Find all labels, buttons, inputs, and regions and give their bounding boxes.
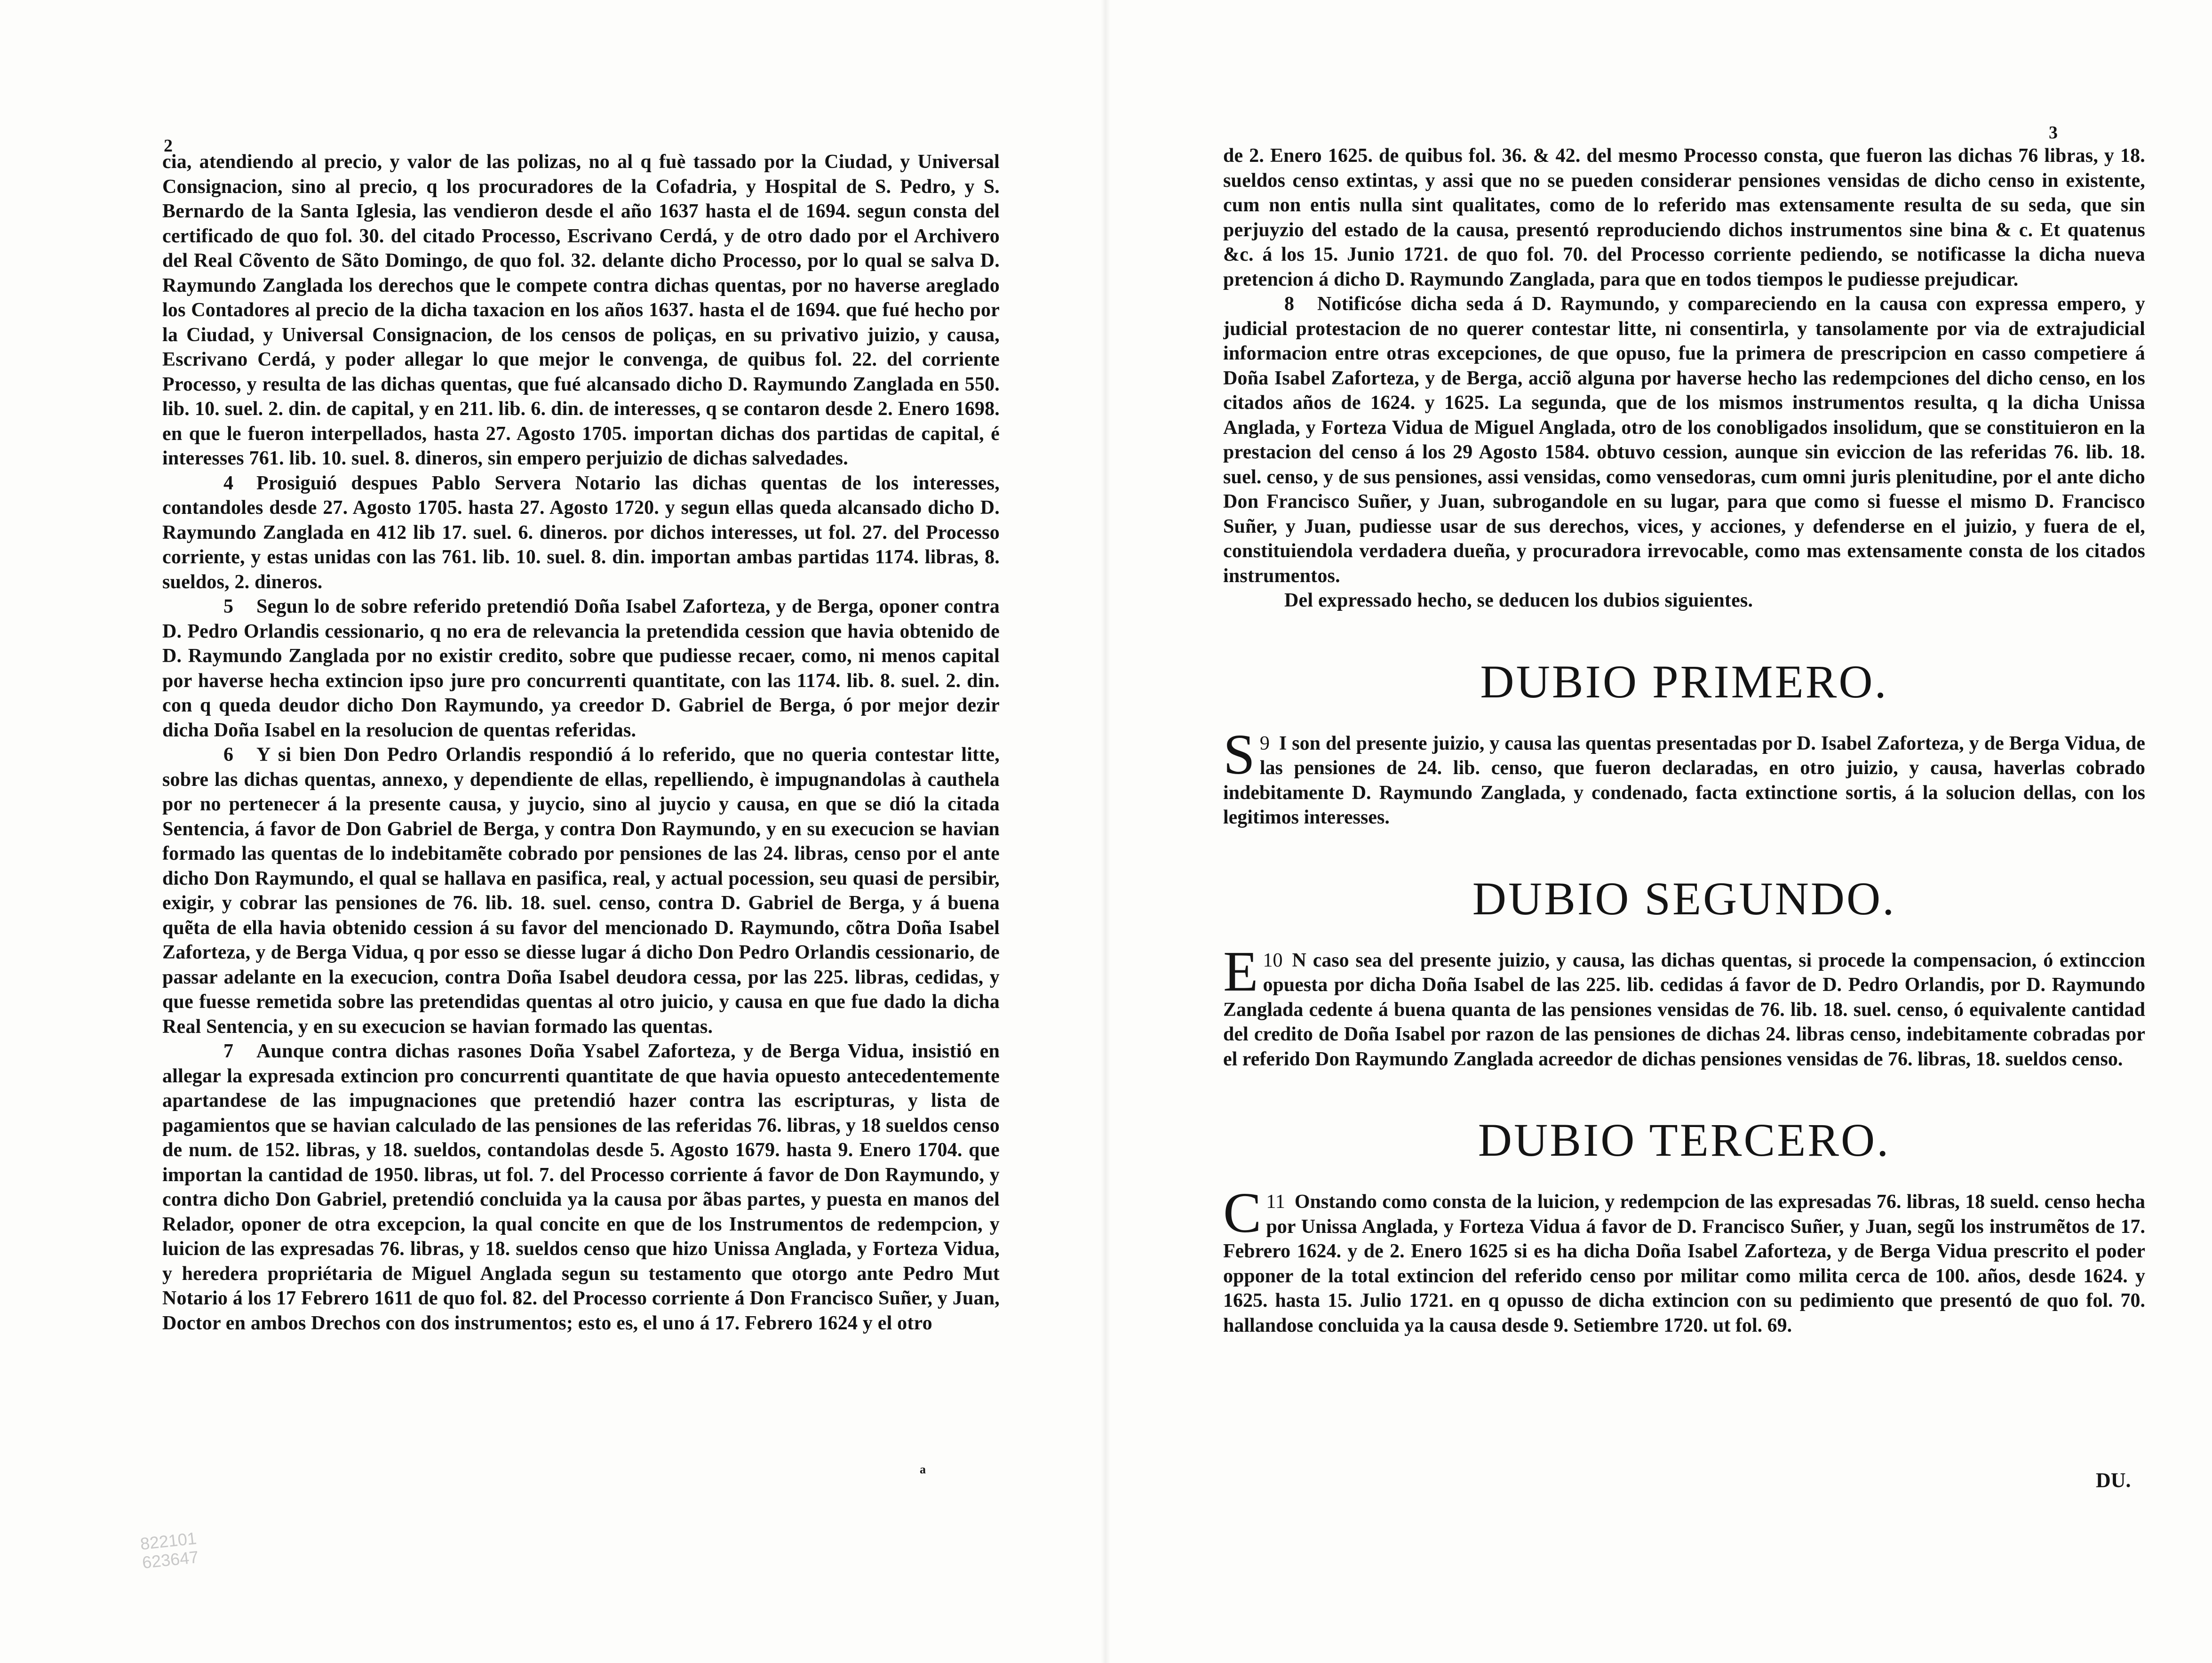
- drop-cap: S: [1223, 722, 1255, 786]
- right-page: [1106, 0, 2212, 1663]
- left-text-column: [162, 150, 1000, 1477]
- paragraph-text: Segun lo de sobre referido pretendió Doña Isabel Zaforteza, y de Berga, oponer contra D. Pedro Orlandis cessionario, q no era de relevancia la pretendida cession que havia obtenido de D. Raymundo Zanglada por no existir credito, sobre que pudiesse recaer, como, ni menos capital por haverse hecha extincion ipso jure pro concurrenti quantitate, con las 1174. lib. 8. suel. 2. din. con q queda deudor dicho Don Raymundo, ya creedor D. Gabriel de Berga, ó por mejor dezir dicha Doña Isabel en la resolucion de quentas referidas.: [162, 596, 1000, 741]
- paragraph: [162, 1039, 1000, 1335]
- paragraph-text: Notificóse dicha seda á D. Raymundo, y compareciendo en la causa con expressa empero, y judicial protestacion de no querer contestar litte, ni consentirla, y tansolamente por via de extrajudicial informacion entre otras excepciones, de que opuso, fue la primera de prescripcion en casso competiere á Doña Isabel Zaforteza, y de Berga, acciõ alguna por haverse hecho las redempciones del dicho censo, en los citados años de 1624. y 1625. La segunda, que de los mismos instrumentos resulta, q la dicha Unissa Anglada, y Forteza Vidua de Miguel Anglada, otro de los conobligados insolidum, que se constituieron en la prestacion del censo á los 29 Agosto 1584. obtuvo cession, aunque sin eviccion de las referidas 76. lib. 18. suel. censo, y de sus pensiones, assi vensidas, como vensedoras, cum omni juris plenitudine, por el ante dicho Don Francisco Suñer, y Juan, subrogandole en su lugar, para que como si fuesse el mismo D. Francisco Suñer, y Juan, pudiesse usar de sus derechos, vices, y acciones, y defenderse en el juizio, y fuera de el, constituiendola verdadera dueña, y procuradora irrevocable, como mas extensamente consta de los citados instrumentos.: [1223, 293, 2145, 587]
- dubio-paragraph: [1223, 1181, 2145, 1338]
- page-number: 2: [164, 136, 173, 156]
- page-number: 3: [2049, 123, 2058, 143]
- catchword: a: [920, 1463, 926, 1476]
- paragraph-text: Del expressado hecho, se deducen los dubios siguientes.: [1284, 590, 1753, 611]
- paragraph-text: N caso sea del presente juizio, y causa, las dichas quentas, si procede la compensacion, ó extinccion opuesta por dicha Doña Isabel de las 225. lib. cedidas á favor de D. Pedro Orlandis, por D. Raymundo Zanglada cedente á buena quanta de las pensiones vensidas de 76. lib. 18. suel. censo, ó equivalente cantidad del credito de Doña Isabel por razon de las pensiones de dichas 24. libras censo, indebitamente cobradas por el referido Don Raymundo Zanglada acreedor de dichas pensiones vensidas de 76. libras, 18. sueldos censo.: [1223, 949, 2145, 1070]
- paragraph: [162, 150, 1000, 471]
- shelfmark-line: 623647: [141, 1547, 199, 1573]
- paragraph-text: Onstando como consta de la luicion, y redempcion de las expresadas 76. libras, 18 sueld. censo hecha por Unissa Anglada, y Forteza Vidua á favor de D. Francisco Suñer, y Juan, segũ los instrumẽtos de 17. Febrero 1624. y de 2. Enero 1625 si es ha dicha Doña Isabel Zaforteza, y de Berga Vidua prescrito el poder opponer de la total extincion del referido censo por militar como milita cerca de 100. años, desde 1624. y 1625. hasta 15. Julio 1721. en q opusso de dicha extincion con su pedimiento que presentó de quo fol. 70. hallandose concluida ya la causa desde 9. Setiembre 1720. ut fol. 69.: [1223, 1191, 2145, 1336]
- paragraph-text: de 2. Enero 1625. de quibus fol. 36. & 42. del mesmo Processo consta, que fueron las dichas 76 libras, y 18. sueldos censo extintas, y assi que no se pueden considerar pensiones vensidas de dicho censo in existente, cum non entis nulla sint qualitates, como de lo referido mas extensamente resulta de su seda, que sin perjuyzio del estado de la causa, presentó reproduciendo dichos instrumentos sine bina & c. Et quatenus &c. á los 15. Junio 1721. de quo fol. 70. del Processo corriente pediendo, se notificasse la dicha nueva pretencion á dicho D. Raymundo Zanglada, para que en todos tiempos le pudiesse prejudicar.: [1223, 145, 2145, 290]
- paragraph-text: Y si bien Don Pedro Orlandis respondió á lo referido, que no queria contestar litte, sobre las dichas quentas, annexo, y dependiente de ellas, repelliendo, è impugnandolas à cauthela por no pertenecer á la presente causa, y juycio, sino al juycio y causa, en que se dió la citada Sentencia, á favor de Don Gabriel de Berga, y contra Don Raymundo, y en su execucion se havian formado las quentas de lo indebitamẽte cobrado por pensiones de las 24. libras, censo por el ante dicho Don Raymundo, el qual se hallava en pasifica, real, y actual pocession, seu quasi de persibir, exigir, y cobrar las pensiones de 76. lib. 18. suel. censo, contra D. Gabriel de Berga, y á buena quẽta de ella havia obtenido cession á su favor del mencionado D. Raymundo, cõtra Doña Isabel Zaforteza, y de Berga Vidua, q por esso se diesse lugar á dicho Don Pedro Orlandis cessionario, de passar adelante en la execucion, contra Doña Isabel deudora cessa, por las 225. libras, cedidas, y que fuesse remetida sobre las pretendidas quentas al otro juicio, y causa en que fue dado la dicha Real Sentencia, y en su execucion se havian formado las quentas.: [162, 744, 1000, 1038]
- dubio-heading: DUBIO PRIMERO.: [1480, 655, 1888, 708]
- shelfmark-line: 822101: [139, 1528, 198, 1554]
- paragraph: [162, 743, 1000, 1039]
- paragraph-number: 4: [223, 472, 234, 494]
- paragraph-text: I son del presente juizio, y causa las quentas presentadas por D. Isabel Zaforteza, y de Berga Vidua, de las pensiones de 24. lib. censo, que fueron declaradas, en otro juizio, y causa, haverlas cobrado indebitamente D. Raymundo Zanglada, y condenado, facta extinctione sortis, á la solucion dellas, con los legitimos interesses.: [1223, 732, 2145, 828]
- paragraph-number: 9: [1259, 732, 1270, 754]
- drop-cap: E: [1223, 939, 1258, 1003]
- paragraph-text: Aunque contra dichas rasones Doña Ysabel Zaforteza, y de Berga Vidua, insistió en allegar la expresada extincion pro concurrenti quantitate de que havia opuesto antecedentemente apartandese de las impugnaciones que pretendió hazer contra las escripturas, y lista de pagamientos que se havian calculado de las pensiones de las referidas 76. libras, y 18 sueldos censo de num. de 152. libras, y 18. sueldos, contandolas desde 5. Agosto 1679. hasta 9. Enero 1704. que importan la cantidad de 1950. libras, ut fol. 7. del Processo corriente á favor de Don Raymundo, y contra dicho Don Gabriel, pretendió concluida ya la causa por ãbas partes, y puesta en manos del Relador, oponer de otra excepcion, la qual concite en que de los Instrumentos de redempcion, y luicion de las expresadas 76. libras, y 18. sueldos censo que hizo Unissa Anglada, y Forteza Vidua, y heredera propriétaria de Miguel Anglada segun su testamento que otorgo ante Pedro Mut Notario á los 17 Febrero 1611 de quo fol. 82. del Processo corriente á Don Francisco Suñer, y Juan, Doctor en ambos Drechos con dos instrumentos; esto es, el uno á 17. Febrero 1624 y el otro: [162, 1040, 1000, 1334]
- paragraph: [1223, 588, 2145, 613]
- paragraph: [162, 594, 1000, 743]
- paragraph-number: 10: [1263, 949, 1283, 971]
- paragraph-number: 6: [223, 744, 234, 766]
- catchword: DU.: [2096, 1469, 2131, 1492]
- paragraph-text: cia, atendiendo al precio, y valor de las polizas, no al q fuè tassado por la Ciudad, y Universal Consignacion, sino al precio, q los procuradores de la Cofadria, y Hospital de S. Pedro, y S. Bernardo de la Santa Iglesia, las vendieron desde el año 1637 hasta el de 1694. segun consta del certificado de quo fol. 30. del citado Processo, Escrivano Cerdá, y de otro dado por el Archivero del Real Cõvento de Sãto Domingo, de quo fol. 32. delante dicho Processo, por lo qual se salva D. Raymundo Zanglada los derechos que le compete contra dichas quentas, por no haverse areglado los Contadores al precio de la dicha taxacion en los años 1637. hasta el de 1694. que fué hecho por la Ciudad, y Universal Consignacion, de los censos de poliças, en su privativo juizio, y causa, Escrivano Cerdá, y poder allegar lo que mejor le convenga, de quibus fol. 22. del corriente Processo, y resulta de las dichas quentas, que fué alcansado dicho D. Raymundo Zanglada en 550. lib. 10. suel. 2. din. de capital, y en 211. lib. 6. din. de interesses, q se contaron desde 2. Enero 1698. en que le fueron interpellados, hasta 27. Agosto 1705. importan dichas dos partidas de capital, é interesses 761. lib. 10. suel. 8. dineros, sin empero perjuizio de dichas salvedades.: [162, 151, 1000, 469]
- paragraph-number: 8: [1284, 293, 1295, 315]
- paragraph: [1223, 144, 2145, 292]
- paragraph-number: 11: [1266, 1191, 1285, 1213]
- paragraph: [162, 471, 1000, 595]
- right-text-column: [1223, 144, 2145, 1536]
- paragraph-text: Prosiguió despues Pablo Servera Notario las dichas quentas de los interesses, contandoles desde 27. Agosto 1705. hasta 27. Agosto 1720. y segun ellas queda alcansado dicho D. Raymundo Zanglada en 412 lib 17. suel. 6. dineros. por dichos interesses, ut fol. 27. del Processo corriente, y estas unidas con las 761. lib. 10. suel. 8. din. importan ambas partidas 1174. libras, 8. sueldos, 2. dineros.: [162, 472, 1000, 593]
- paragraph: [1223, 292, 2145, 588]
- dubio-paragraph: [1223, 722, 2145, 830]
- drop-cap: C: [1223, 1181, 1262, 1245]
- dubio-heading: DUBIO TERCERO.: [1478, 1114, 1891, 1166]
- shelfmark-stamp: [139, 1529, 199, 1572]
- dubio-heading: DUBIO SEGUNDO.: [1472, 872, 1896, 925]
- dubio-paragraph: [1223, 939, 2145, 1072]
- paragraph-number: 5: [223, 596, 234, 617]
- paragraph-number: 7: [223, 1040, 234, 1062]
